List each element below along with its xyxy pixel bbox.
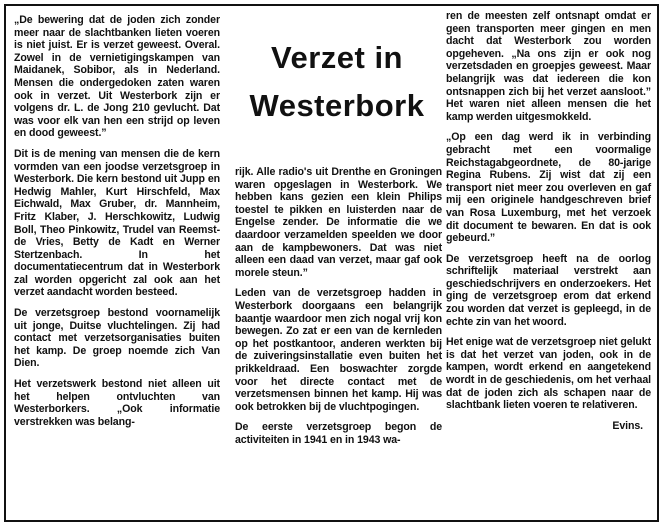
headline-line-1: Verzet in xyxy=(271,40,403,75)
article-column-1 xyxy=(14,14,220,436)
paragraph: „De bewering dat de joden zich zonder meer naar de slachtbanken lieten voeren is niet juist. Er is verzet geweest. Overal. Zowel in de vernietigingskampen van Maidanek, Sobibor, als in Nederland. Mensen die ondergedoken zaten waren ook in verzet. Uit Westerbork zijn er volgens dr. L. de Jong 210 gevlucht. Dat was voor elk van hen een strijd op leven en dood geweest.” xyxy=(14,14,220,140)
paragraph: rijk. Alle radio's uit Drenthe en Groningen waren opgeslagen in Westerbork. We hebben kans gezien een klein Philips toestel te pikken en luisterden naar de Engelse zender. De informatie die we daardoor verzamelden speelden we door aan de kampbewoners. Dat was niet alleen een daad van verzet, maar gaf ook morele steun.” xyxy=(235,166,442,279)
paragraph: De eerste verzetsgroep begon de activiteiten in 1941 en in 1943 wa- xyxy=(235,421,442,446)
paragraph: Leden van de verzetsgroep hadden in Westerbork doorgaans een belangrijk baantje waardoor men zich nogal vrij kon bewegen. Zo zat er een van de kernleden op het postkantoor, anderen werkten bij de zuiveringsinstallatie even buiten het prikkeldraad. Een boswachter zorgde voor het directe contact met de verzetsmensen binnen het kamp. Hij was ook betrokken bij de vluchtpogingen. xyxy=(235,287,442,413)
paragraph: Het enige wat de verzetsgroep niet gelukt is dat het verzet van joden, ook in de kampen, wordt erkend en aangetekend wordt in de geschiedenis, om het verhaal dat de joden zich als schapen naar de slachtbank lieten voeren te relativeren. xyxy=(446,336,651,412)
paragraph: „Op een dag werd ik in verbinding gebracht met een voormalige Reichstagabgeordnete, de 80-jarige Regina Rubens. Zij wist dat zij een transport niet meer zou overleven en gaf mij een originele handgeschreven brief van Rosa Luxemburg, met het verzoek dit document te bewaren. En dat is ook gebeurd.” xyxy=(446,131,651,245)
article-column-3 xyxy=(446,10,651,432)
paragraph: De verzetsgroep bestond voornamelijk uit jonge, Duitse vluchtelingen. Zij had contact met verzetsorganisaties buiten het kamp. De groep noemde zich Van Dien. xyxy=(14,307,220,370)
newspaper-clipping xyxy=(4,4,659,522)
headline xyxy=(234,34,440,130)
headline-box xyxy=(234,22,440,154)
article-column-2 xyxy=(235,166,442,446)
paragraph: Dit is de mening van mensen die de kern vormden van een joodse verzetsgroep in Westerbork. Die kern bestond uit Jupp en Hedwig Mahler, Kurt Hirschfeld, Max Eichwald, Max Gruber, dr. Mannheim, Fritz Klaber, J. Herschkowitz, Ludwig Boll, Theo Pinkowitz, Trudel van Reemst-de Vries, Betty de Kadt en Werner Stertzenbach. In het documentatiecentrum dat in Westerbork zal worden opgericht zal ook aan het verzet aandacht worden besteed. xyxy=(14,147,220,299)
paragraph: Het verzetswerk bestond niet alleen uit het helpen ontvluchten van Westerborkers. „Ook informatie verstrekken was belang- xyxy=(14,378,220,428)
paragraph: De verzetsgroep heeft na de oorlog schriftelijk materiaal verstrekt aan geschiedschrijvers en onderzoekers. Het ging de verzetsgroep erom dat erkend zou worden dat verzet is gepleegd, in de echte zin van het woord. xyxy=(446,252,651,328)
author-signature: Evins. xyxy=(612,419,643,432)
headline-line-2: Westerbork xyxy=(249,88,425,123)
paragraph: ren de meesten zelf ontsnapt omdat er geen transporten meer gingen en men dacht dat Westerbork zou worden opgeheven. „Na ons zijn er ook nog verzetsdaden en groepjes geweest. Maar belangrijk was dat iedereen die kon ontsnappen zich bij het verzet aansloot.” Het waren niet alleen mensen die het kamp werden uitgesmokkeld. xyxy=(446,10,651,123)
